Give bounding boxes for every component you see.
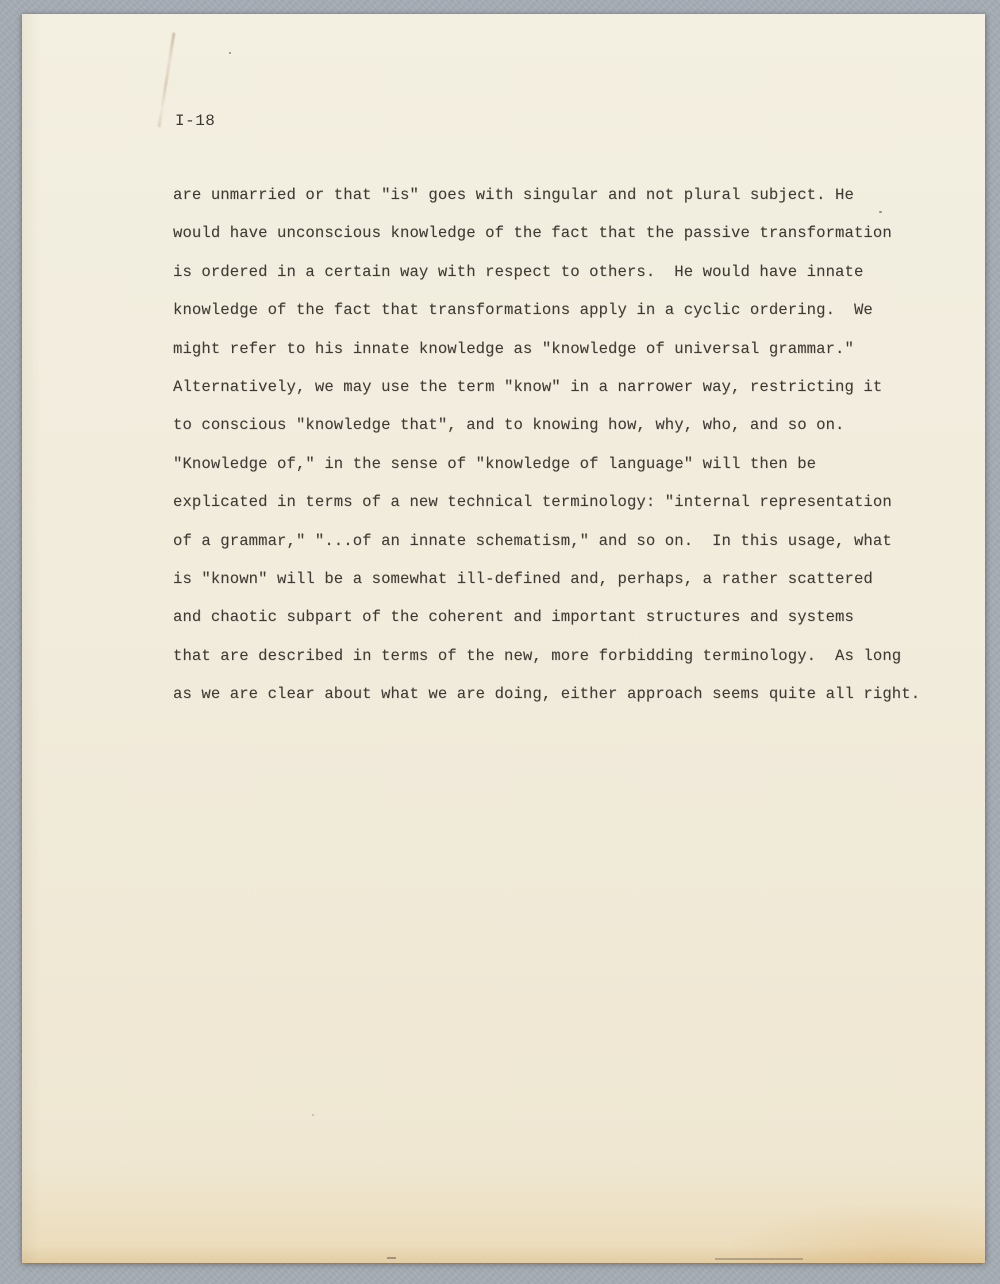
text-line: is "known" will be a somewhat ill-defined and, perhaps, a rather scattered [173,570,873,589]
text-line: are unmarried or that "is" goes with singular and not plural subject. He [173,186,854,204]
text-line: is ordered in a certain way with respect to others. He would have innate [173,262,864,281]
text-line: and chaotic subpart of the coherent and important structures and systems [173,608,854,627]
text-line: of a grammar," "...of an innate schematism," and so on. In this usage, what [173,531,892,550]
paper-speck [312,1114,314,1116]
text-line: might refer to his innate knowledge as "knowledge of universal grammar." [173,339,854,358]
paper-speck [229,52,231,54]
body-text [173,176,963,714]
text-line: explicated in terms of a new technical terminology: "internal representation [173,493,892,512]
scratch-mark [158,32,176,127]
bottom-edge-smudge [715,1258,803,1260]
text-line: knowledge of the fact that transformations apply in a cyclic ordering. We [173,301,873,320]
typewritten-page [22,14,985,1263]
text-line: Alternatively, we may use the term "know" in a narrower way, restricting it [173,378,883,397]
bottom-edge-smudge [387,1257,396,1259]
text-line: that are described in terms of the new, more forbidding terminology. As long [173,646,902,665]
text-line: as we are clear about what we are doing, either approach seems quite all right. [173,685,921,704]
page-number: I-18 [175,112,216,130]
text-line: to conscious "knowledge that", and to knowing how, why, who, and so on. [173,416,845,435]
text-line: would have unconscious knowledge of the fact that the passive transformation [173,224,892,243]
text-line: "Knowledge of," in the sense of "knowledge of language" will then be [173,454,817,473]
